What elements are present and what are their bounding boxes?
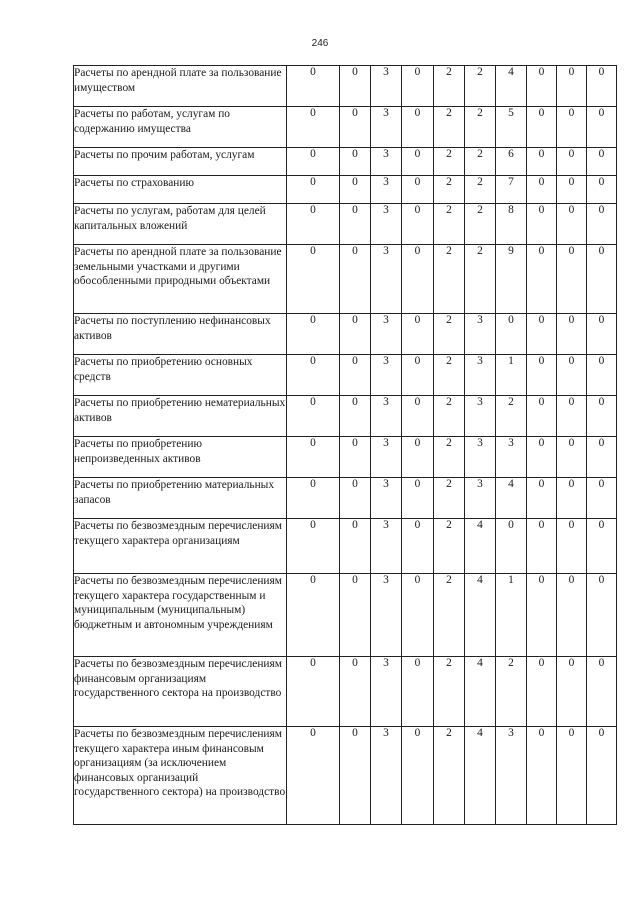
code-digit-cell: 2: [434, 727, 465, 825]
account-name-cell: Расчеты по работам, услугам по содержанию имущества: [74, 107, 287, 148]
code-digit-cell: 0: [557, 574, 587, 657]
account-name-cell: Расчеты по приобретению нематериальных активов: [74, 396, 287, 437]
code-digit-cell: 0: [557, 245, 587, 314]
code-digit-cell: 0: [287, 657, 340, 727]
code-digit-cell: 0: [557, 148, 587, 176]
code-digit-cell: 0: [527, 245, 557, 314]
code-digit-cell: 0: [557, 66, 587, 107]
code-digit-cell: 4: [465, 727, 496, 825]
code-digit-cell: 0: [496, 314, 527, 355]
code-digit-cell: 0: [557, 437, 587, 478]
code-digit-cell: 0: [340, 355, 371, 396]
code-digit-cell: 9: [496, 245, 527, 314]
code-digit-cell: 0: [402, 574, 434, 657]
account-name-cell: Расчеты по безвозмездным перечислениям финансовым организациям государственного сектора на производство: [74, 657, 287, 727]
code-digit-cell: 3: [465, 478, 496, 519]
table-row: [74, 355, 617, 396]
table-row: [74, 437, 617, 478]
code-digit-cell: 0: [402, 355, 434, 396]
code-digit-cell: 0: [287, 204, 340, 245]
code-digit-cell: 4: [496, 478, 527, 519]
code-digit-cell: 0: [587, 574, 617, 657]
table-row: [74, 66, 617, 107]
table-row: [74, 176, 617, 204]
code-digit-cell: 3: [371, 396, 402, 437]
code-digit-cell: 2: [434, 204, 465, 245]
code-digit-cell: 0: [587, 107, 617, 148]
code-digit-cell: 0: [287, 727, 340, 825]
table-row: [74, 574, 617, 657]
code-digit-cell: 0: [527, 657, 557, 727]
code-digit-cell: 3: [371, 478, 402, 519]
code-digit-cell: 4: [465, 657, 496, 727]
code-digit-cell: 0: [527, 355, 557, 396]
code-digit-cell: 3: [371, 148, 402, 176]
code-digit-cell: 0: [402, 245, 434, 314]
code-digit-cell: 0: [287, 245, 340, 314]
code-digit-cell: 3: [496, 437, 527, 478]
account-name-cell: Расчеты по безвозмездным перечислениям текущего характера организациям: [74, 519, 287, 574]
code-digit-cell: 0: [587, 245, 617, 314]
table-row: [74, 519, 617, 574]
code-digit-cell: 3: [371, 657, 402, 727]
code-digit-cell: 0: [287, 437, 340, 478]
code-digit-cell: 0: [287, 148, 340, 176]
account-name-cell: Расчеты по прочим работам, услугам: [74, 148, 287, 176]
code-digit-cell: 0: [340, 437, 371, 478]
code-digit-cell: 3: [371, 314, 402, 355]
code-digit-cell: 0: [340, 478, 371, 519]
code-digit-cell: 0: [402, 148, 434, 176]
code-digit-cell: 2: [434, 574, 465, 657]
code-digit-cell: 0: [527, 107, 557, 148]
code-digit-cell: 0: [527, 176, 557, 204]
code-digit-cell: 0: [527, 437, 557, 478]
code-digit-cell: 0: [557, 478, 587, 519]
code-digit-cell: 4: [496, 66, 527, 107]
table-row: [74, 204, 617, 245]
code-digit-cell: 0: [587, 657, 617, 727]
code-digit-cell: 5: [496, 107, 527, 148]
code-digit-cell: 0: [340, 396, 371, 437]
code-digit-cell: 0: [402, 107, 434, 148]
code-digit-cell: 0: [557, 727, 587, 825]
code-digit-cell: 2: [465, 245, 496, 314]
code-digit-cell: 0: [340, 519, 371, 574]
code-digit-cell: 0: [527, 148, 557, 176]
code-digit-cell: 0: [587, 204, 617, 245]
code-digit-cell: 0: [587, 66, 617, 107]
code-digit-cell: 3: [371, 66, 402, 107]
code-digit-cell: 0: [340, 176, 371, 204]
code-digit-cell: 0: [402, 437, 434, 478]
code-digit-cell: 0: [557, 519, 587, 574]
code-digit-cell: 0: [587, 727, 617, 825]
code-digit-cell: 2: [434, 478, 465, 519]
code-digit-cell: 0: [402, 176, 434, 204]
code-digit-cell: 2: [434, 437, 465, 478]
code-digit-cell: 0: [527, 478, 557, 519]
code-digit-cell: 0: [587, 176, 617, 204]
code-digit-cell: 0: [557, 204, 587, 245]
code-digit-cell: 0: [287, 107, 340, 148]
code-digit-cell: 0: [287, 519, 340, 574]
code-digit-cell: 3: [371, 437, 402, 478]
code-digit-cell: 0: [527, 204, 557, 245]
code-digit-cell: 0: [527, 727, 557, 825]
code-digit-cell: 2: [434, 314, 465, 355]
code-digit-cell: 0: [527, 519, 557, 574]
code-digit-cell: 1: [496, 355, 527, 396]
account-name-cell: Расчеты по приобретению материальных запасов: [74, 478, 287, 519]
code-digit-cell: 0: [587, 314, 617, 355]
code-digit-cell: 0: [402, 204, 434, 245]
code-digit-cell: 0: [557, 176, 587, 204]
code-digit-cell: 0: [287, 314, 340, 355]
code-digit-cell: 0: [287, 66, 340, 107]
code-digit-cell: 0: [557, 314, 587, 355]
code-digit-cell: 2: [434, 107, 465, 148]
table-row: [74, 657, 617, 727]
code-digit-cell: 0: [340, 245, 371, 314]
code-digit-cell: 0: [527, 314, 557, 355]
code-digit-cell: 2: [496, 396, 527, 437]
code-digit-cell: 0: [340, 657, 371, 727]
code-digit-cell: 0: [287, 574, 340, 657]
code-digit-cell: 3: [465, 314, 496, 355]
code-digit-cell: 2: [434, 519, 465, 574]
code-digit-cell: 0: [340, 204, 371, 245]
code-digit-cell: 0: [587, 478, 617, 519]
account-name-cell: Расчеты по безвозмездным перечислениям текущего характера иным финансовым организациям (за исключением финансовых организаций государственного сектора) на производство: [74, 727, 287, 825]
code-digit-cell: 8: [496, 204, 527, 245]
code-digit-cell: 0: [587, 148, 617, 176]
account-name-cell: Расчеты по арендной плате за пользование земельными участками и другими обособленными природными объектами: [74, 245, 287, 314]
code-digit-cell: 2: [465, 176, 496, 204]
code-digit-cell: 6: [496, 148, 527, 176]
code-digit-cell: 2: [496, 657, 527, 727]
code-digit-cell: 0: [287, 478, 340, 519]
code-digit-cell: 3: [371, 574, 402, 657]
code-digit-cell: 2: [465, 66, 496, 107]
code-digit-cell: 0: [340, 314, 371, 355]
code-digit-cell: 0: [527, 574, 557, 657]
code-digit-cell: 3: [465, 355, 496, 396]
code-digit-cell: 0: [527, 396, 557, 437]
code-digit-cell: 0: [557, 657, 587, 727]
code-digit-cell: 1: [496, 574, 527, 657]
accounts-table: [73, 65, 617, 825]
account-name-cell: Расчеты по арендной плате за пользование имуществом: [74, 66, 287, 107]
code-digit-cell: 0: [402, 727, 434, 825]
code-digit-cell: 0: [402, 314, 434, 355]
code-digit-cell: 0: [340, 727, 371, 825]
table-row: [74, 478, 617, 519]
code-digit-cell: 2: [434, 355, 465, 396]
table-row: [74, 148, 617, 176]
code-digit-cell: 0: [557, 355, 587, 396]
table-row: [74, 107, 617, 148]
code-digit-cell: 3: [465, 437, 496, 478]
code-digit-cell: 0: [340, 148, 371, 176]
code-digit-cell: 2: [434, 396, 465, 437]
account-name-cell: Расчеты по приобретению непроизведенных активов: [74, 437, 287, 478]
code-digit-cell: 0: [287, 176, 340, 204]
code-digit-cell: 4: [465, 519, 496, 574]
code-digit-cell: 2: [465, 148, 496, 176]
code-digit-cell: 2: [434, 148, 465, 176]
code-digit-cell: 4: [465, 574, 496, 657]
code-digit-cell: 0: [340, 66, 371, 107]
page-number: 246: [311, 38, 329, 49]
code-digit-cell: 0: [402, 657, 434, 727]
code-digit-cell: 0: [587, 519, 617, 574]
table-row: [74, 314, 617, 355]
code-digit-cell: 3: [496, 727, 527, 825]
code-digit-cell: 2: [465, 107, 496, 148]
account-name-cell: Расчеты по безвозмездным перечислениям текущего характера государственным и муниципальным (муниципальным) бюджетным и автономным учреждениям: [74, 574, 287, 657]
code-digit-cell: 3: [371, 519, 402, 574]
table-row: [74, 245, 617, 314]
code-digit-cell: 7: [496, 176, 527, 204]
code-digit-cell: 2: [434, 176, 465, 204]
code-digit-cell: 0: [587, 396, 617, 437]
code-digit-cell: 3: [371, 204, 402, 245]
code-digit-cell: 3: [371, 176, 402, 204]
code-digit-cell: 0: [340, 107, 371, 148]
code-digit-cell: 3: [371, 355, 402, 396]
code-digit-cell: 3: [371, 245, 402, 314]
code-digit-cell: 2: [465, 204, 496, 245]
code-digit-cell: 0: [557, 396, 587, 437]
code-digit-cell: 0: [287, 396, 340, 437]
code-digit-cell: 0: [402, 519, 434, 574]
table-row: [74, 396, 617, 437]
table-row: [74, 727, 617, 825]
code-digit-cell: 3: [371, 107, 402, 148]
account-name-cell: Расчеты по приобретению основных средств: [74, 355, 287, 396]
code-digit-cell: 0: [340, 574, 371, 657]
code-digit-cell: 0: [496, 519, 527, 574]
code-digit-cell: 0: [587, 355, 617, 396]
account-name-cell: Расчеты по поступлению нефинансовых активов: [74, 314, 287, 355]
account-name-cell: Расчеты по страхованию: [74, 176, 287, 204]
code-digit-cell: 0: [402, 478, 434, 519]
code-digit-cell: 2: [434, 245, 465, 314]
code-digit-cell: 0: [287, 355, 340, 396]
code-digit-cell: 3: [371, 727, 402, 825]
code-digit-cell: 0: [527, 66, 557, 107]
code-digit-cell: 0: [557, 107, 587, 148]
code-digit-cell: 0: [402, 396, 434, 437]
code-digit-cell: 3: [465, 396, 496, 437]
account-name-cell: Расчеты по услугам, работам для целей капитальных вложений: [74, 204, 287, 245]
code-digit-cell: 2: [434, 66, 465, 107]
code-digit-cell: 2: [434, 657, 465, 727]
code-digit-cell: 0: [402, 66, 434, 107]
code-digit-cell: 0: [587, 437, 617, 478]
